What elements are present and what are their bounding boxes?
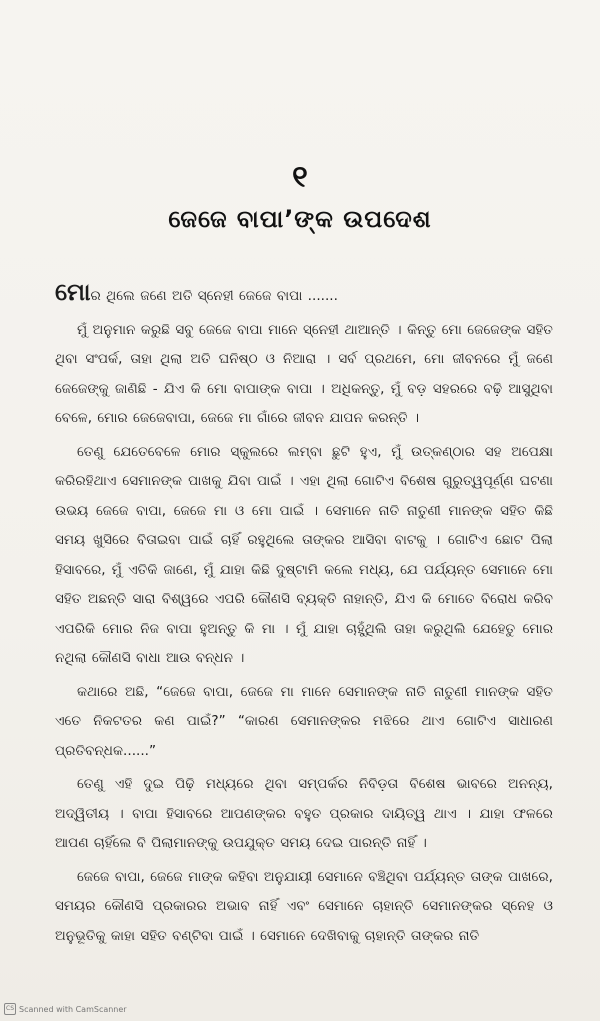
chapter-title: ଜେଜେ ବାପା’ଙ୍କ ଉପଦେଶ (168, 205, 432, 233)
chapter-body (55, 278, 553, 955)
paragraph: ମୁଁ ଅନୁମାନ କରୁଛି ସବୁ ଜେଜେ ବାପା ମାନେ ସ୍ନେହୀ ଥାଆନ୍ତି । କିନ୍ତୁ ମୋ ଜେଜେଙ୍କ ସହିତ ଥିବା ସଂପର୍କ, ତାହା ଥିଲା ଅତି ଘନିଷ୍ଠ ଓ ନିଆରା । ସର୍ବ ପ୍ରଥମେ, ମୋ ଜୀବନରେ ମୁଁ ଜଣେ ଜେଜେଙ୍କୁ ଜାଣିଛି - ଯିଏ କି ମୋ ବାପାଙ୍କ ବାପା । ଅଧିକନ୍ତୁ, ମୁଁ ବଡ଼ ସହରରେ ବଢ଼ି ଆସୁଥିବା ବେଳେ, ମୋର ଜେଜେବାପା, ଜେଜେ ମା ଗାଁରେ ଜୀବନ ଯାପନ କରନ୍ତି । (55, 321, 553, 426)
paragraph: ଜେଜେ ବାପା, ଜେଜେ ମାଙ୍କ କହିବା ଅନୁଯାୟୀ ସେମାନେ ବଞ୍ଚିଥିବା ପର୍ଯ୍ୟନ୍ତ ତାଙ୍କ ପାଖରେ, ସମୟର କୌଣସି ପ୍ରକାରର ଅଭାବ ନାହିଁ ଏବଂ ସେମାନେ ଚାହାନ୍ତି ସେମାନଙ୍କର ସ୍ନେହ ଓ ଅନୁଭୂତିକୁ କାହା ସହିତ ବଣ୍ଟିବା ପାଇଁ । ସେମାନେ ଦେଖିବାକୁ ଚାହାନ୍ତି ତାଙ୍କର ନାତି (55, 868, 553, 944)
paragraph: ତେଣୁ ଯେତେବେଳେ ମୋର ସ୍କୁଲରେ ଲମ୍ବା ଛୁଟି ହୁଏ, ମୁଁ ଉତ୍କଣ୍ଠାର ସହ ଅପେକ୍ଷା କରିରହିଥାଏ ସେମାନଙ୍କ ପାଖକୁ ଯିବା ପାଇଁ । ଏହା ଥିଲା ଗୋଟିଏ ବିଶେଷ ଗୁରୁତ୍ୱପୂର୍ଣ୍ଣ ଘଟଣା ଉଭୟ ଜେଜେ ବାପା, ଜେଜେ ମା ଓ ମୋ ପାଇଁ । ସେମାନେ ନାତି ନାତୁଣୀ ମାନଙ୍କ ସହିତ କିଛି ସମୟ ଖୁସିରେ ବିତାଇବା ପାଇଁ ଚାହିଁ ରହୁଥିଲେ ତାଙ୍କର ଆସିବା ବାଟକୁ । ଗୋଟିଏ ଛୋଟ ପିଲା ହିସାବରେ, ମୁଁ ଏତିକି ଜାଣେ, ମୁଁ ଯାହା କିଛି ଦୁଷ୍ଟାମି କଲେ ମଧ୍ୟ, ଯେ ପର୍ଯ୍ୟନ୍ତ ସେମାନେ ମୋ ସହିତ ଅଛନ୍ତି ସାରା ବିଶ୍ୱରେ ଏପରି କୌଣସି ବ୍ୟକ୍ତି ନାହାନ୍ତି, ଯିଏ କି ମୋତେ ବିରୋଧ କରିବ ଏପରିକି ମୋର ନିଜ ବାପା ହୁଅନ୍ତୁ କି ମା । ମୁଁ ଯାହା ଚାହୁଁଥିଲି ତାହା କରୁଥିଲି ଯେହେତୁ ମୋର ନଥିଲା କୌଣସି ବାଧା ଆଉ ବନ୍ଧନ । (55, 443, 553, 666)
opening-paragraph (55, 278, 553, 312)
watermark-text: Scanned with CamScanner (19, 1004, 127, 1014)
drop-cap: ମୋ (55, 278, 91, 306)
camscanner-icon: CS (4, 1003, 16, 1015)
scanner-watermark (4, 1003, 127, 1015)
chapter-number: ୧ (292, 160, 308, 195)
paragraph: କଥାରେ ଅଛି, “ଜେଜେ ବାପା, ଜେଜେ ମା ମାନେ ସେମାନଙ୍କ ନାତି ନାତୁଣୀ ମାନଙ୍କ ସହିତ ଏତେ ନିକଟତର କଣ ପାଇଁ?” “କାରଣ ସେମାନଙ୍କର ମଝିରେ ଥାଏ ଗୋଟିଏ ସାଧାରଣ ପ୍ରତିବନ୍ଧକ......” (55, 683, 553, 759)
opening-paragraph-text: ର ଥିଲେ ଜଣେ ଅତି ସ୍ନେହୀ ଜେଜେ ବାପା ....... (90, 288, 338, 304)
paragraph: ତେଣୁ ଏହି ଦୁଇ ପିଢ଼ି ମଧ୍ୟରେ ଥିବା ସମ୍ପର୍କର ନିବିଡ଼ତା ବିଶେଷ ଭାବରେ ଅନନ୍ୟ, ଅଦ୍ୱିତୀୟ । ବାପା ହିସାବରେ ଆପଣଙ୍କର ବହୁତ ପ୍ରକାର ଦାୟିତ୍ୱ ଥାଏ । ଯାହା ଫଳରେ ଆପଣ ଚାହିଁଲେ ବି ପିଲାମାନଙ୍କୁ ଉପଯୁକ୍ତ ସମୟ ଦେଇ ପାରନ୍ତି ନାହିଁ । (55, 776, 553, 851)
